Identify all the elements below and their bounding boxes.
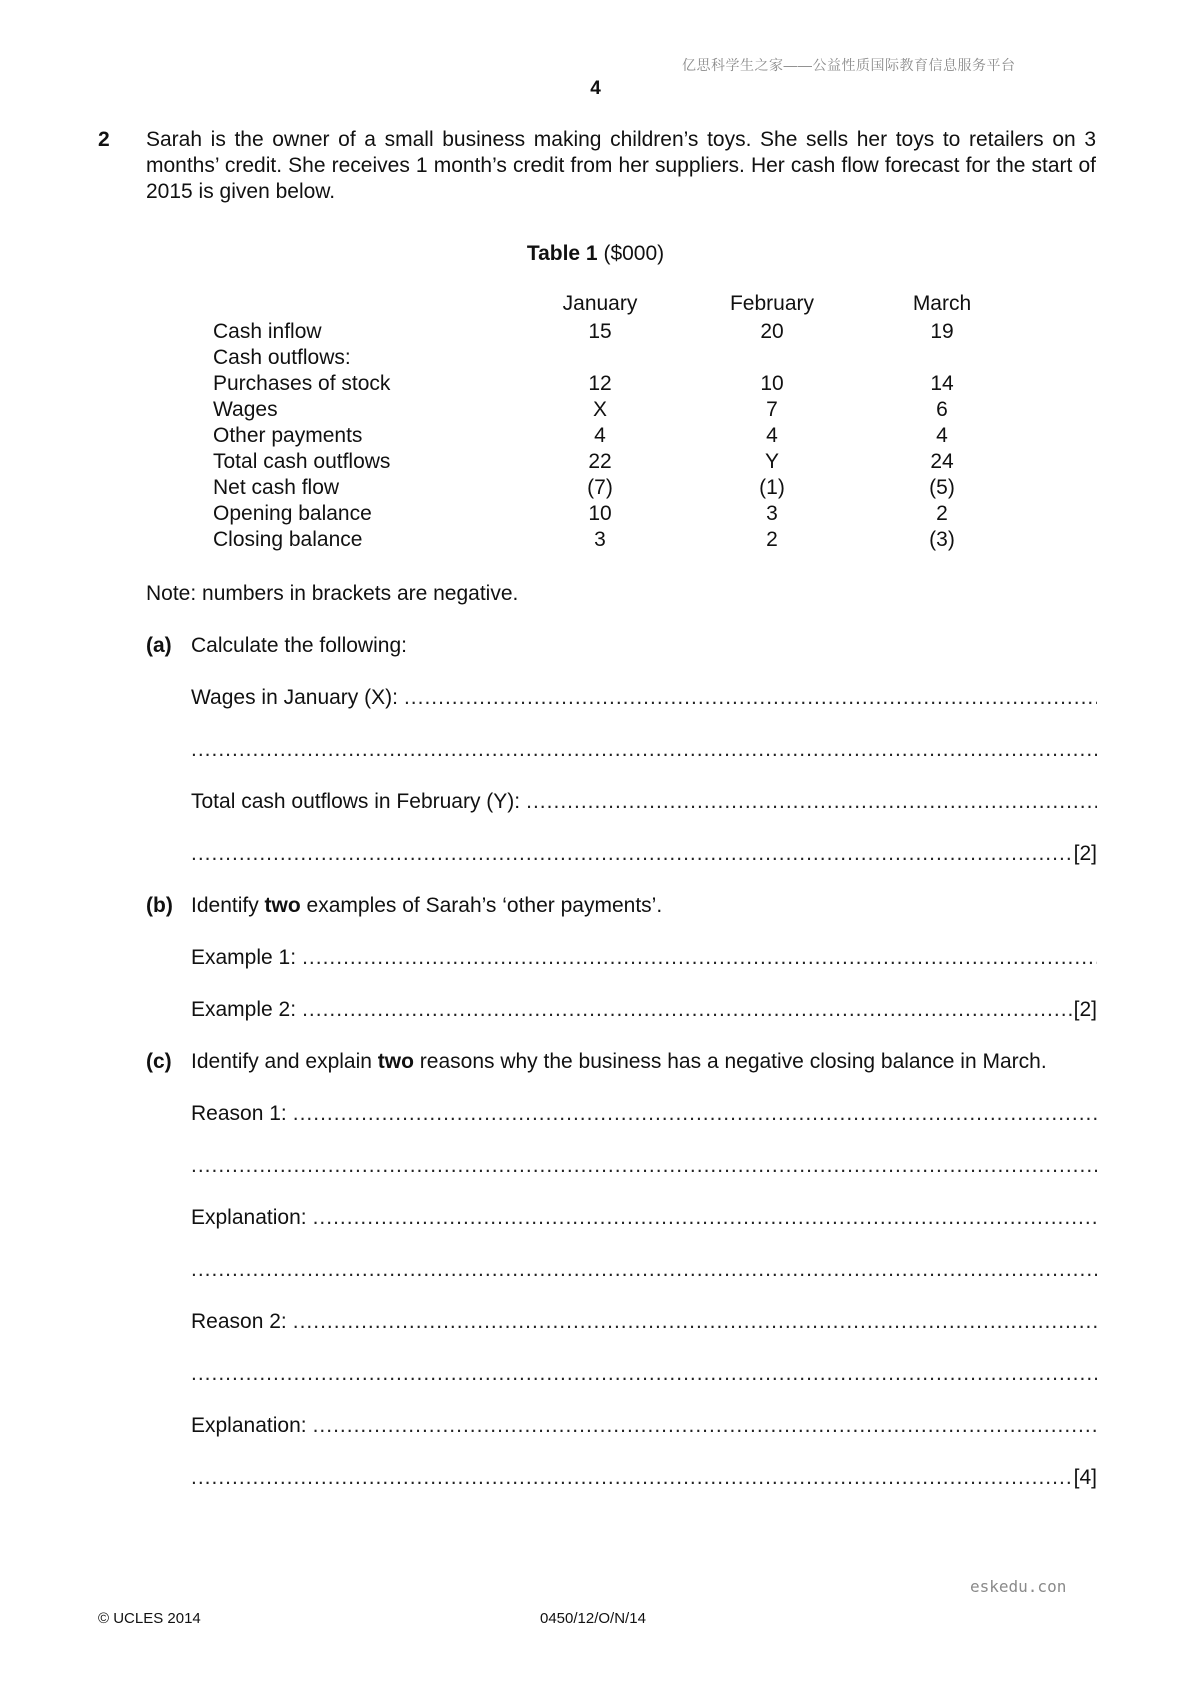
cell: 4 bbox=[594, 424, 606, 447]
answer-dots bbox=[302, 998, 1072, 1022]
part-c-marks: [4] bbox=[1073, 1466, 1097, 1489]
example-2-prompt: Example 2: bbox=[191, 998, 297, 1021]
table-row bbox=[213, 476, 1013, 502]
cell: 15 bbox=[588, 320, 612, 343]
cell: 14 bbox=[930, 372, 954, 395]
page-number: 4 bbox=[590, 78, 601, 99]
example-2-answer-line[interactable] bbox=[191, 998, 1097, 1024]
part-a-text: Calculate the following: bbox=[191, 634, 407, 657]
cell: 4 bbox=[766, 424, 778, 447]
cell: 10 bbox=[760, 372, 784, 395]
part-c-text bbox=[191, 1050, 1047, 1074]
cell: 19 bbox=[930, 320, 954, 343]
cell: 3 bbox=[766, 502, 778, 525]
answer-dots bbox=[191, 1362, 1097, 1386]
answer-dots bbox=[293, 1102, 1097, 1126]
answer-dots bbox=[302, 946, 1097, 970]
wages-prompt: Wages in January (X): bbox=[191, 686, 398, 709]
cell: 6 bbox=[936, 398, 948, 421]
answer-line[interactable] bbox=[191, 1154, 1097, 1180]
header-watermark: 亿思科学生之家——公益性质国际教育信息服务平台 bbox=[682, 57, 1016, 73]
answer-dots bbox=[191, 842, 1072, 866]
part-a-label: (a) bbox=[146, 634, 172, 657]
part-b-label: (b) bbox=[146, 894, 173, 917]
table-header-row bbox=[213, 294, 1013, 320]
reason-2-answer-line[interactable] bbox=[191, 1310, 1097, 1336]
part-c-text-bold: two bbox=[377, 1050, 414, 1073]
table-note: Note: numbers in brackets are negative. bbox=[146, 582, 519, 605]
table-title-unit: ($000) bbox=[597, 242, 665, 265]
answer-line[interactable] bbox=[191, 1466, 1097, 1492]
answer-line[interactable] bbox=[191, 1362, 1097, 1388]
table-row bbox=[213, 424, 1013, 450]
explanation-1-prompt: Explanation: bbox=[191, 1206, 307, 1229]
cell: 2 bbox=[936, 502, 948, 525]
part-b-marks: [2] bbox=[1073, 998, 1097, 1021]
cell: 4 bbox=[936, 424, 948, 447]
answer-dots bbox=[191, 1466, 1072, 1490]
question-number: 2 bbox=[98, 128, 110, 151]
table-row bbox=[213, 346, 1013, 372]
part-c-text-pre: Identify and explain bbox=[191, 1050, 378, 1073]
answer-dots bbox=[313, 1414, 1097, 1438]
answer-line[interactable] bbox=[191, 842, 1097, 868]
cash-flow-table bbox=[213, 294, 1013, 554]
answer-dots bbox=[313, 1206, 1097, 1230]
reason-1-prompt: Reason 1: bbox=[191, 1102, 287, 1125]
cell: 22 bbox=[588, 450, 612, 473]
explanation-1-answer-line[interactable] bbox=[191, 1206, 1097, 1232]
total-outflows-answer-line[interactable] bbox=[191, 790, 1097, 816]
row-label: Opening balance bbox=[213, 502, 372, 525]
question-intro: Sarah is the owner of a small business making children’s toys. She sells her toys to retailers on 3 months’ credit. She receives 1 month’s credit from her suppliers. Her cash flow forecast for the start of 2015 is given below. bbox=[146, 128, 1096, 203]
example-1-prompt: Example 1: bbox=[191, 946, 297, 969]
row-label: Closing balance bbox=[213, 528, 363, 551]
answer-line[interactable] bbox=[191, 1258, 1097, 1284]
table-row bbox=[213, 502, 1013, 528]
row-label: Cash inflow bbox=[213, 320, 322, 343]
cell: (5) bbox=[929, 476, 955, 499]
footer-watermark: eskedu.con bbox=[970, 1577, 1067, 1596]
cell: (1) bbox=[759, 476, 785, 499]
wages-answer-line[interactable] bbox=[191, 686, 1097, 712]
row-label: Total cash outflows bbox=[213, 450, 391, 473]
total-outflows-prompt: Total cash outflows in February (Y): bbox=[191, 790, 521, 813]
column-header-february: February bbox=[729, 292, 815, 315]
table-row bbox=[213, 528, 1013, 554]
part-c-label: (c) bbox=[146, 1050, 172, 1073]
cell: (7) bbox=[587, 476, 613, 499]
part-a-marks: [2] bbox=[1073, 842, 1097, 865]
answer-dots bbox=[293, 1310, 1097, 1334]
cell: 2 bbox=[766, 528, 778, 551]
cell: 20 bbox=[760, 320, 784, 343]
row-label: Cash outflows: bbox=[213, 346, 351, 369]
cell: Y bbox=[764, 450, 779, 473]
answer-dots bbox=[191, 1258, 1097, 1282]
cell: X bbox=[592, 398, 607, 421]
answer-line[interactable] bbox=[191, 738, 1097, 764]
answer-dots bbox=[191, 738, 1097, 762]
part-c-text-post: reasons why the business has a negative closing balance in March. bbox=[413, 1050, 1047, 1073]
footer-copyright: © UCLES 2014 bbox=[98, 1610, 201, 1627]
row-label: Net cash flow bbox=[213, 476, 340, 499]
table-row bbox=[213, 320, 1013, 346]
cell: (3) bbox=[929, 528, 955, 551]
cell: 7 bbox=[766, 398, 778, 421]
table-row bbox=[213, 450, 1013, 476]
row-label: Wages bbox=[213, 398, 278, 421]
row-label: Purchases of stock bbox=[213, 372, 391, 395]
reason-1-answer-line[interactable] bbox=[191, 1102, 1097, 1128]
cell: 3 bbox=[594, 528, 606, 551]
part-b-text-pre: Identify bbox=[191, 894, 265, 917]
part-b-text bbox=[191, 894, 662, 918]
footer-paper-code: 0450/12/O/N/14 bbox=[540, 1610, 646, 1627]
part-b-text-bold: two bbox=[264, 894, 301, 917]
answer-dots bbox=[404, 686, 1097, 710]
part-b-text-post: examples of Sarah’s ‘other payments’. bbox=[300, 894, 663, 917]
column-header-january: January bbox=[562, 292, 638, 315]
answer-dots bbox=[526, 790, 1097, 814]
table-title bbox=[0, 242, 1191, 266]
table-title-bold: Table 1 bbox=[526, 242, 598, 265]
answer-dots bbox=[191, 1154, 1097, 1178]
cell: 12 bbox=[588, 372, 612, 395]
example-1-answer-line[interactable] bbox=[191, 946, 1097, 972]
table-row bbox=[213, 372, 1013, 398]
cell: 10 bbox=[588, 502, 612, 525]
table-row bbox=[213, 398, 1013, 424]
column-header-march: March bbox=[912, 292, 972, 315]
reason-2-prompt: Reason 2: bbox=[191, 1310, 287, 1333]
row-label: Other payments bbox=[213, 424, 363, 447]
cell: 24 bbox=[930, 450, 954, 473]
explanation-2-answer-line[interactable] bbox=[191, 1414, 1097, 1440]
explanation-2-prompt: Explanation: bbox=[191, 1414, 307, 1437]
